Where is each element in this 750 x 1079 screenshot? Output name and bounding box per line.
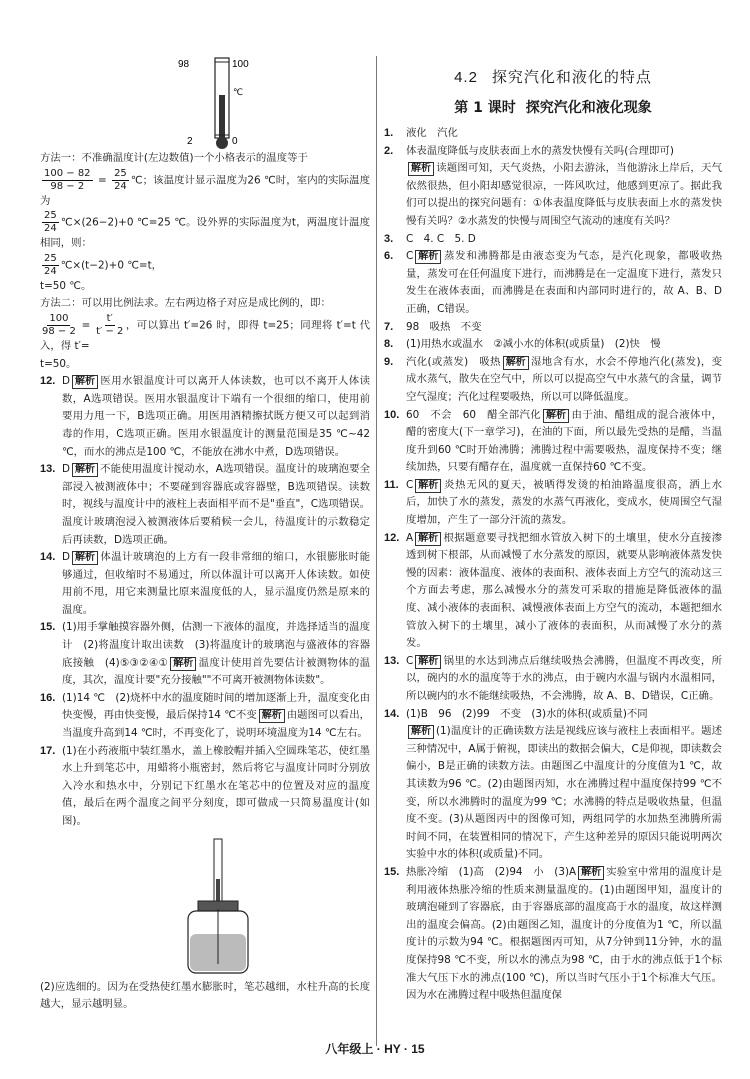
thermo-unit: ℃ [233, 88, 244, 98]
bottle-thermometer-figure [40, 831, 370, 979]
lesson-title: 第 1 课时 探究汽化和液化现象 [454, 100, 652, 116]
analysis-tag: 解析 [415, 250, 441, 264]
answer-2: 2. 体表温度降低与皮肤表面上水的蒸发快慢有关吗(合理即可) 解析 读题图可知，天气炎热，小阳去游泳，当他游泳上岸后，天气依然很热，但小阳却感觉很凉，一阵风吹过，他感到更凉了。据此我们可以提出的探究问题有：①体表温度降低与皮肤表面上水的蒸发快慢有关吗？②水蒸发的快慢与周围空气流动的速度有关吗？ [384, 144, 722, 227]
answer-3-5: 3. C 4. C 5. D [384, 232, 476, 245]
analysis-tag: 解析 [170, 657, 196, 671]
bottle-diagram [40, 831, 370, 979]
thermo-top-left: 98 [178, 59, 190, 70]
thermo-bottom-left: 2 [187, 136, 193, 147]
question-15: 15. (1)用手掌触摸容器外侧，估测一下液体的温度，并选择适当的温度计 (2)将温度计取出读数 (3)将温度计的玻璃泡与盛液体的容器底接触 (4)⑤③②④① 解析 温度计使用首先要估计被测物体的温度，其次，温度计要"充分接触""不可离开被测物体读数"。 [40, 621, 371, 687]
question-17: 17. (1)在小药液瓶中装红墨水，盖上橡胶帽并插入空圆珠笔芯，使红墨水上升到笔芯中，用蜡将小瓶密封，然后将它与温度计同时分别放入冷水和热水中，分别记下红墨水在笔芯中的位置及对应的温度值，最后在两个温度之间平分刻度，即可做成一只简易温度计(如图)。 [40, 744, 370, 827]
question-16: 16. (1)14 ℃ (2)烧杯中水的温度随时间的增加逐渐上升，温度变化由快变慢，再由快变慢，最后保持14 ℃不变 解析 由题图可以看出，当温度升高到14 ℃时，不再变化了，说明环境温度为14 ℃左右。 [40, 691, 370, 740]
fraction: $\frac{100}{98 - 2}$ [42, 312, 76, 337]
right-column [384, 0, 722, 1005]
answer-11: 11. C 解析 炎热无风的夏天，被晒得发烫的柏油路温度很高，洒上水后，加快了水的蒸发，蒸发的水蒸气再液化，变成水，使周围空气湿度增加，产生了一部分汗流的蒸发。 [384, 478, 722, 527]
fraction: $\frac{100 - 82}{98 - 2}$ [44, 167, 91, 192]
answer-7: 7. 98 吸热 不变 [384, 320, 482, 333]
analysis-tag: 解析 [72, 551, 98, 565]
page-footer: 八年级上 · HY · 15 [325, 1042, 425, 1056]
analysis-tag: 解析 [408, 725, 434, 739]
answer-6: 6. C 解析 蒸发和沸腾都是由液态变为气态，是汽化现象，都吸收热量，蒸发可在任何温度下进行，而沸腾是在一定温度下进行，蒸发只发生在液体表面，而沸腾是在表面和内部同时进行的，故 A、B、D正确，C错误。 [384, 250, 722, 315]
analysis-tag: 解析 [415, 479, 441, 493]
fraction: $\frac{t'}{t' - 2}$ [96, 312, 124, 337]
left-column [40, 0, 370, 1014]
question-17-part2: (2)应选细的。因为在受热使红墨水膨胀时，笔芯越细，水柱升高的长度越大，显示越明显。 [40, 980, 370, 1011]
question-14: 14. D 解析 体温计玻璃泡的上方有一段非常细的缩口，水银膨胀时能够通过，但收缩时不易通过，所以体温计可以离开人体读数。如使用前不甩，用它来测量比原来温度低的人，显示温度仍然是原来的温度。 [40, 551, 370, 616]
analysis-tag: 解析 [72, 463, 98, 477]
answer-12: 12. A 解析 根据题意要寻找把细水管放入树下的土壤里，使水分直接渗透到树下根部，从而减慢了水分蒸发的原因，就要从影响液体蒸发快慢的因素：液体温度、液体的表面积、液体表面上方空气的流动这三个方面去考虑，那么减慢水分的蒸发可采取的措施是降低液体的温度、减小液体的表面积、减慢液体表面上方空气的流动，本题把细水管放入树下的土壤里，减小了液体的表面积，从而减慢了水分的蒸发。 [384, 531, 722, 650]
method-two: 方法二：可以用比例法求。左右两边格子对应是成比例的，即： $\frac{100}{98 - 2}$ = $\frac{t'}{t' - 2}$ ，可以算出 t′=26 时，即得 t=25；同理将 t′=t 代入，得 t′= t=50。 [40, 297, 370, 370]
thermometer-diagram [40, 0, 370, 150]
analysis-tag: 解析 [415, 655, 441, 669]
answer-1: 1. 液化 汽化 [384, 127, 458, 139]
fraction: $\frac{25}{24}$ [44, 252, 57, 277]
answer-9: 9. 汽化(或蒸发) 吸热 解析 湿地含有水，水会不停地汽化(蒸发)，变成水蒸气，散失在空气中，所以可以提高空气中水蒸气的含量，调节空气湿度；汽化过程要吸热，所以可以降低温度。 [384, 355, 722, 403]
question-13: 13. D 解析 不能使用温度计搅动水，A选项错误。温度计的玻璃泡要全部浸入被测液体中；不要碰到容器底或容器壁，B选项错误。读数时，视线与温度计中的液柱上表面相平而不是"垂直"，C选项错误。温度计玻璃泡浸入被测液体后要稍候一会儿，待温度计的示数稳定后再读数，D选项正确。 [40, 463, 370, 546]
analysis-tag: 解析 [72, 375, 98, 389]
section-title: 4.2 探究汽化和液化的特点 [454, 69, 652, 86]
answer-8: 8. (1)用热水或温水 ②减小水的体积(或质量) (2)快 慢 [384, 338, 661, 351]
thermo-top-right: 100 [232, 59, 249, 70]
answer-15: 15. 热胀冷缩 (1)高 (2)94 小 (3)A 解析 实验室中常用的温度计是利用液体热胀冷缩的性质来测量温度的。(1)由题图甲知，温度计的玻璃泡碰到了容器底，由于容器底部的温度高于水的温度，故这样测出的温度会偏高。(2)由题图乙知，温度计的分度值为1 ℃，所以温度计的示数为94 ℃。根据题图丙可知，从7分钟到11分钟，水的温度保持98 ℃不变，所以水的沸点为98 ℃，由于水的沸点低于1个标准大气压下水的沸点(100 ℃)，所以当时气压小于1个标准大气压。因为水在沸腾过程中吸热但温度保 [384, 865, 723, 1002]
analysis-tag: 解析 [408, 162, 434, 176]
analysis-tag: 解析 [503, 356, 529, 370]
answer-10: 10. 60 不会 60 醋全部汽化 解析 由于油、醋组成的混合液体中，醋的密度大(下一章学习)，在油的下面，所以最先受热的是醋，当温度升到60 ℃时开始沸腾；沸腾过程中需要吸热，温度保持不变；继续加热，只要有醋存在，温度就一直保持60 ℃不变。 [384, 408, 722, 474]
analysis-tag: 解析 [415, 532, 441, 546]
thermometer-figure [40, 0, 370, 150]
analysis-tag: 解析 [578, 866, 604, 880]
fraction: $\frac{25}{24}$ [114, 167, 127, 192]
answer-13: 13. C 解析 锅里的水达到沸点后继续吸热会沸腾，但温度不再改变，所以，碗内的水的温度等于水的沸点，由于碗内水温与锅内水温相同，所以碗内的水不能继续吸热，不会沸腾，故 A、B、D错误，C正确。 [384, 654, 722, 702]
analysis-tag: 解析 [543, 409, 569, 423]
question-12: 12. D 解析 医用水银温度计可以离开人体读数，也可以不离开人体读数，A选项错误。医用水银温度计下端有一个很细的缩口，使用前要用力甩一下，B选项正确。用医用酒精擦拭既方便又可以起到消毒的作用，C选项正确。医用水银温度计的测量范围是35 ℃~42 ℃，而水的沸点是100 ℃，不能放在沸水中煮，D选项错误。 [40, 375, 370, 458]
analysis-tag: 解析 [259, 709, 285, 723]
method-one: 方法一：不准确温度计(左边数值)一个小格表示的温度等于 $\frac{100 - 82}{98 - 2}$ = $\frac{25}{24}$ ℃；该温度计显示温度为26 ℃时，室内的实际温度为 $\frac{25}{24}$ ℃×(26−2)+0 ℃=25 ℃。设外界的实际温度为t，两温度计温度相同，则： $\frac{25}{24}$ ℃×(t−2)+0 ℃=t， t=50 ℃。 [40, 152, 370, 292]
answer-14: 14. (1)B 96 (2)99 不变 (3)水的体积(或质量)不同 解析 (1)温度计的正确读数方法是视线应该与液柱上表面相平。题述三种情况中，A属于俯视，即读出的数据会偏大，C是仰视，即读数会偏小，B是正确的读数方法。由题图乙中温度计的分度值为1 ℃，故其读数为96 ℃。(2)由题图丙知，水在沸腾过程中温度保持99 ℃不变，所以水沸腾时的温度为99 ℃；水沸腾的特点是吸收热量，但温度不变。(3)从题图丙中的图像可知，两组同学的水加热至沸腾所需时间不同，在装置相同的情况下，产生这种差异的原因只能说明两次实验中水的体积(或质量)不同。 [384, 707, 722, 861]
fraction: $\frac{25}{24}$ [44, 210, 57, 235]
thermo-bottom-right: 0 [232, 136, 238, 147]
column-divider [376, 56, 377, 1046]
